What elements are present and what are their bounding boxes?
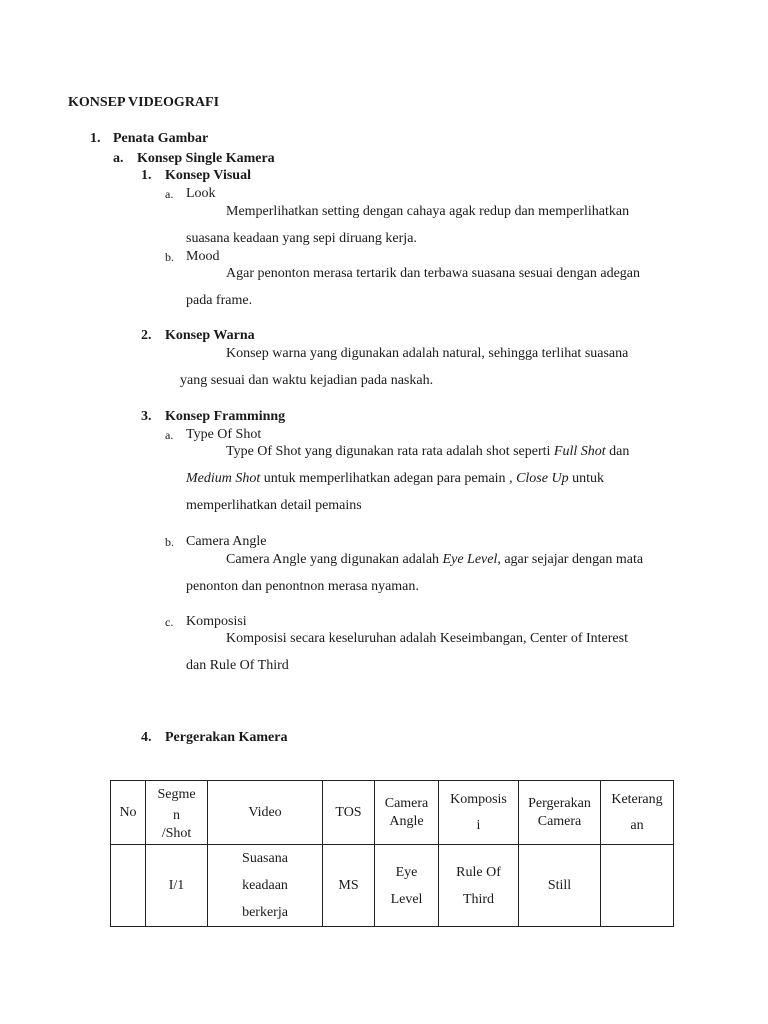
heading-konsep-framing: Konsep Framminng [165,409,286,424]
paragraph-line [226,444,629,460]
italic-term-close-up: , Close Up [509,471,569,486]
heading-pergerakan-kamera: Pergerakan Kamera [165,730,288,745]
list-number: 4. [141,730,152,745]
italic-term-medium-shot: Medium Shot [186,471,261,486]
text-run: untuk memperlihatkan adegan para pemain [260,471,510,486]
text-run: Type Of Shot yang digunakan rata rata adalah shot seperti [226,444,554,459]
header-tos: TOS [323,781,375,845]
list-number: 3. [141,409,152,424]
italic-term-full-shot: Full Shot [553,444,606,459]
paragraph-line [186,471,604,487]
paragraph-line: pada frame. [186,293,253,308]
paragraph-line: Konsep warna yang digunakan adalah natural, sehingga terlihat suasana [226,346,629,361]
list-letter: b. [165,250,174,264]
item-label-camera-angle: Camera Angle [186,534,267,549]
paragraph-line: suasana keadaan yang sepi diruang kerja. [186,231,417,246]
header-no: No [111,781,146,845]
cell-segmen: I/1 [146,845,208,927]
italic-term-eye-level: Eye Level, [442,552,501,567]
header-komposisi: Komposis i [439,781,519,845]
document-title: KONSEP VIDEOGRAFI [68,95,220,110]
item-label-mood: Mood [186,249,220,264]
cell-keterangan [601,845,674,927]
list-number: 1. [141,168,152,183]
paragraph-line: penonton dan penontnon merasa nyaman. [186,579,419,594]
paragraph-line: memperlihatkan detail pemains [186,498,362,513]
header-segmen-shot: Segme n /Shot [146,781,208,845]
section-heading-penata-gambar: Penata Gambar [113,131,209,146]
cell-video: Suasana keadaan berkerja [208,845,323,927]
paragraph-line: Komposisi secara keseluruhan adalah Keseimbangan, Center of Interest [226,631,628,646]
list-number: 2. [141,328,152,343]
cell-camera-angle: Eye Level [375,845,439,927]
cell-no [111,845,146,927]
text-run: Camera Angle yang digunakan adalah [226,552,443,567]
cell-pergerakan: Still [519,845,601,927]
cell-tos: MS [323,845,375,927]
item-label-komposisi: Komposisi [186,614,247,629]
heading-konsep-warna: Konsep Warna [165,328,255,343]
header-camera-angle: Camera Angle [375,781,439,845]
list-letter: c. [165,615,174,629]
paragraph-line [226,552,643,568]
header-keterangan: Keterang an [601,781,674,845]
paragraph-line: dan Rule Of Third [186,658,289,673]
item-label-look: Look [186,186,216,201]
header-pergerakan-camera: Pergerakan Camera [519,781,601,845]
text-run: agar sejajar dengan mata [500,552,644,567]
list-letter: a. [165,428,174,442]
item-label-type-of-shot: Type Of Shot [186,427,262,442]
header-video: Video [208,781,323,845]
list-letter: b. [165,535,174,549]
table-row [111,845,674,927]
paragraph-line: yang sesuai dan waktu kejadian pada naskah. [180,373,434,388]
list-letter: a. [113,151,124,166]
subsection-heading-single-kamera: Konsep Single Kamera [137,151,275,166]
shot-list-table [110,780,674,927]
list-letter: a. [165,187,174,201]
list-number: 1. [90,131,101,146]
paragraph-line: Agar penonton merasa tertarik dan terbawa suasana sesuai dengan adegan [226,266,640,281]
cell-komposisi: Rule Of Third [439,845,519,927]
text-run: untuk [568,471,604,486]
text-run: dan [605,444,630,459]
paragraph-line: Memperlihatkan setting dengan cahaya agak redup dan memperlihatkan [226,204,630,219]
heading-konsep-visual: Konsep Visual [165,168,251,183]
table-header-row [111,781,674,845]
